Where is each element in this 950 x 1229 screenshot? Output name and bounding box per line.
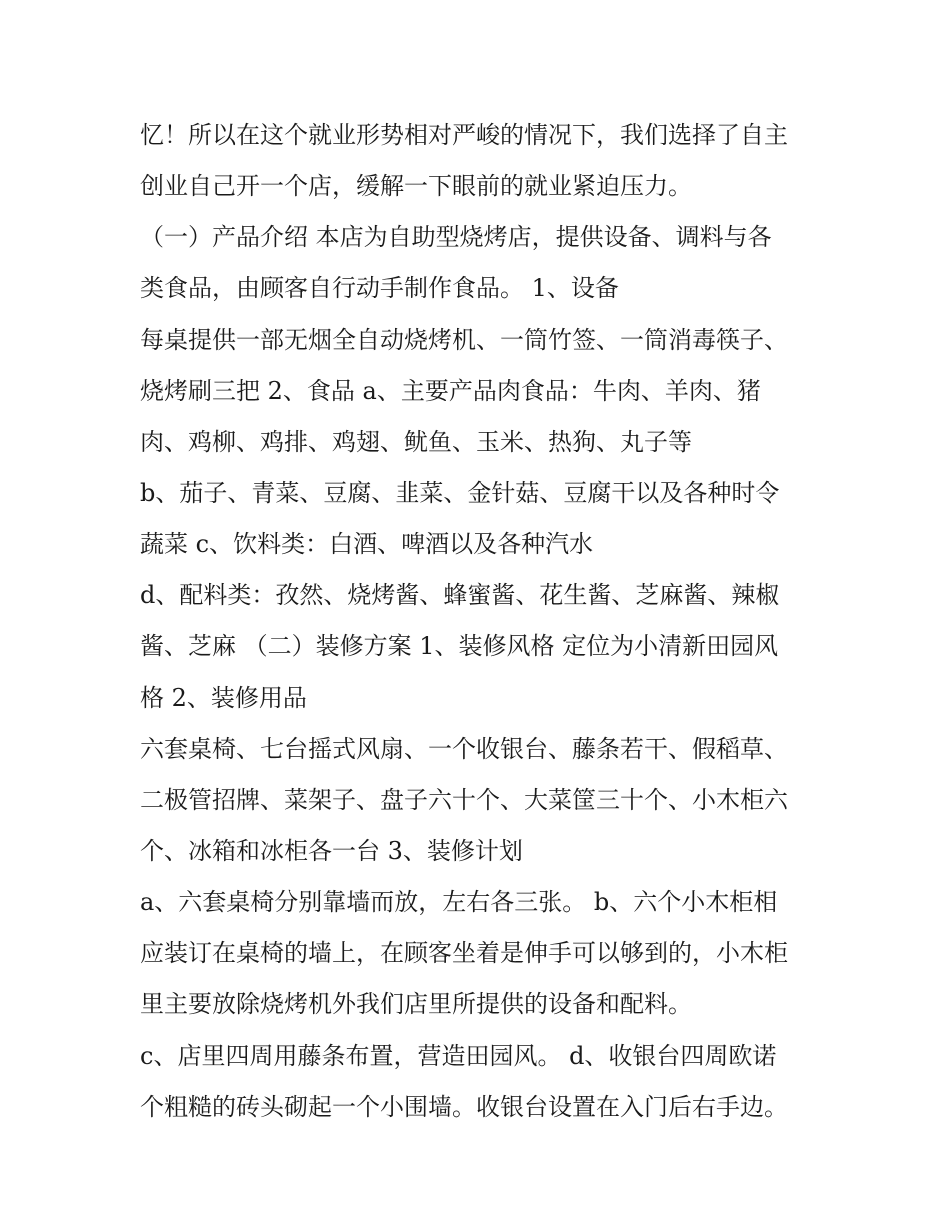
text-line: 类食品，由顾客自行动手制作食品。 1、设备: [140, 274, 619, 303]
text-line: 二极管招牌、菜架子、盘子六十个、大菜筐三十个、小木柜六: [140, 785, 788, 814]
text-line: a、六套桌椅分别靠墙而放，左右各三张。 b、六个小木柜相: [140, 888, 778, 917]
text-line: 格 2、装修用品: [140, 683, 307, 712]
text-line: 烧烤刷三把 2、食品 a、主要产品肉食品：牛肉、羊肉、猪: [140, 376, 761, 405]
text-line: 应装订在桌椅的墙上，在顾客坐着是伸手可以够到的，小木柜: [140, 939, 788, 968]
text-line: 个粗糙的砖头砌起一个小围墙。收银台设置在入门后右手边。: [140, 1092, 788, 1121]
text-line: 蔬菜 c、饮料类：白酒、啤酒以及各种汽水: [140, 530, 594, 559]
text-line: 酱、芝麻 （二）装修方案 1、装修风格 定位为小清新田园风: [140, 632, 779, 661]
text-line: 每桌提供一部无烟全自动烧烤机、一筒竹签、一筒消毒筷子、: [140, 325, 788, 354]
text-line: 忆！所以在这个就业形势相对严峻的情况下，我们选择了自主: [140, 121, 788, 149]
text-line: b、茄子、青菜、豆腐、韭菜、金针菇、豆腐干以及各种时令: [140, 478, 780, 507]
text-line: 创业自己开一个店，缓解一下眼前的就业紧迫压力。: [140, 172, 692, 201]
text-line: 里主要放除烧烤机外我们店里所提供的设备和配料。: [140, 990, 692, 1019]
text-line: 肉、鸡柳、鸡排、鸡翅、鱿鱼、玉米、热狗、丸子等: [140, 427, 692, 456]
text-line: c、店里四周用藤条布置，营造田园风。 d、收银台四周欧诺: [140, 1041, 777, 1070]
text-line: （一）产品介绍 本店为自助型烧烤店，提供设备、调料与各: [140, 223, 772, 252]
text-line: d、配料类：孜然、烧烤酱、蜂蜜酱、花生酱、芝麻酱、辣椒: [140, 581, 780, 610]
text-line: 个、冰箱和冰柜各一台 3、装修计划: [140, 836, 523, 865]
document-body: [140, 110, 830, 1133]
text-line: 六套桌椅、七台摇式风扇、一个收银台、藤条若干、假稻草、: [140, 734, 788, 763]
